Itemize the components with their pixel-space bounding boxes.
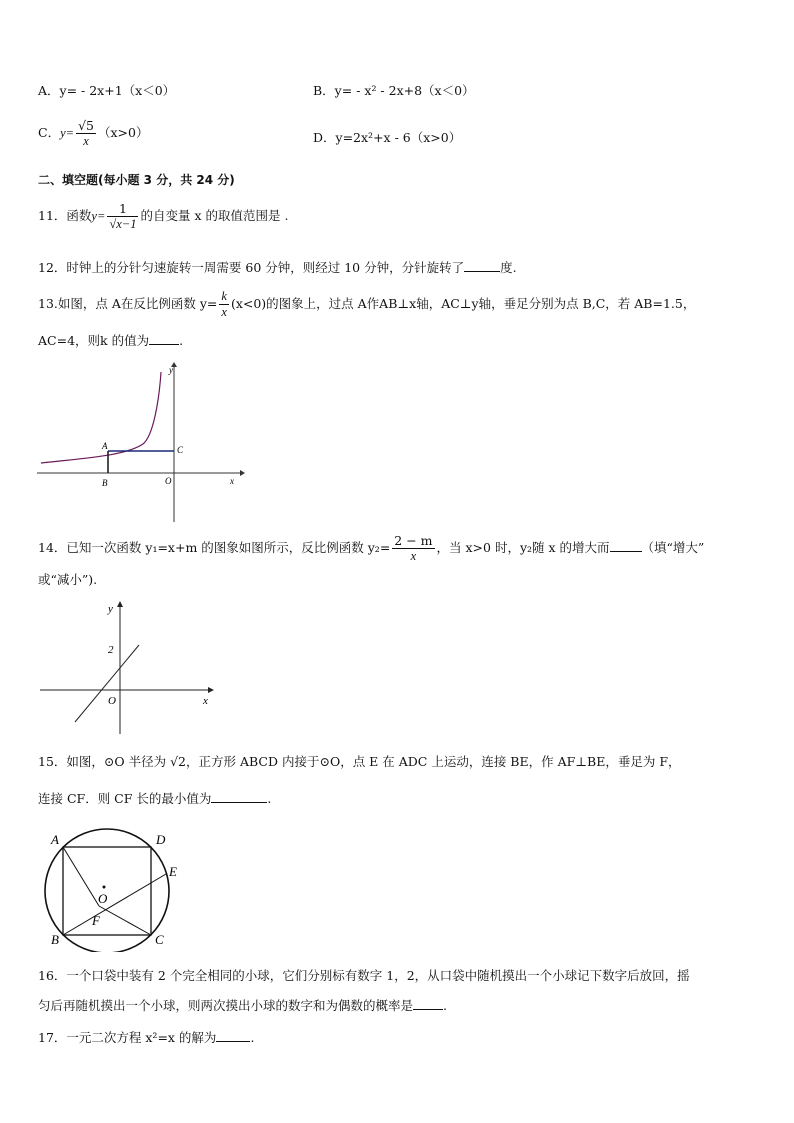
q14-suffix: ，当 x>0 时，y₂随 x 的增大而 xyxy=(436,540,610,555)
q11-suffix: 的自变量 x 的取值范围是 . xyxy=(140,208,289,223)
q13-denominator: x xyxy=(221,305,227,319)
choice-c-y: y= xyxy=(60,126,75,140)
q13-label-x: x xyxy=(230,476,234,486)
q13-label-o: O xyxy=(165,476,172,486)
choice-c-fraction xyxy=(76,118,96,149)
q14-answer-blank[interactable] xyxy=(610,551,642,552)
q14-fraction xyxy=(392,533,434,564)
q14-denominator: x xyxy=(410,549,417,563)
q15-label-e: E xyxy=(169,864,177,879)
q17-answer-blank[interactable] xyxy=(216,1041,250,1042)
q13-numerator: k xyxy=(221,289,227,303)
q11-prefix: 11．函数 xyxy=(38,208,92,223)
q15-label-f: F xyxy=(92,913,100,928)
q13-label-c: C xyxy=(177,445,184,455)
question-15-line2 xyxy=(38,790,271,808)
q14-numerator: 2 − m xyxy=(394,533,433,548)
q17-text: 17．一元二次方程 x²=x 的解为 xyxy=(38,1030,217,1045)
q13-x-arrow xyxy=(240,470,245,476)
choice-b: B．y= - x² - 2x+8（x＜0） xyxy=(313,83,475,98)
q15-segment-af xyxy=(63,847,99,906)
q15-label-d: D xyxy=(156,832,166,847)
q16-line2-end: . xyxy=(443,998,447,1013)
q16-line2-text: 匀后再随机摸出一个小球，则两次摸出小球的数字和为偶数的概率是 xyxy=(38,998,414,1013)
q13-suffix: (x<0)的图象上，过点 A作AB⊥x轴，AC⊥y轴，垂足分别为点 B,C，若 AB=1.5， xyxy=(230,296,696,311)
q16-answer-blank[interactable] xyxy=(413,1009,443,1010)
q14-figure xyxy=(38,600,218,736)
choice-c-label: C． xyxy=(38,125,61,140)
q11-fraction xyxy=(107,201,138,232)
choice-c-denominator: x xyxy=(83,134,89,148)
q15-label-a: A xyxy=(51,832,59,847)
q14-label-x: x xyxy=(203,695,208,707)
q14-prefix: 14．已知一次函数 y₁=x+m 的图象如图所示，反比例函数 y₂= xyxy=(38,540,391,555)
q13-hyperbola-curve xyxy=(41,372,161,463)
question-12 xyxy=(38,259,517,277)
q13-line2-end: . xyxy=(179,333,184,348)
question-15: 15．如图，⊙O 半径为 √2，正方形 ABCD 内接于⊙O，点 E 在 ADC 上运动，连接 BE，作 AF⊥BE，垂足为 F， xyxy=(38,754,681,769)
q15-answer-blank[interactable] xyxy=(211,802,267,803)
q13-prefix: 13.如图，点 A在反比例函数 y= xyxy=(38,296,218,311)
question-17 xyxy=(38,1029,254,1047)
q15-label-b: B xyxy=(51,932,59,947)
q14-label-y: y xyxy=(108,603,113,615)
q14-x-arrow xyxy=(208,687,214,693)
q14-suffix2: （填“增大” xyxy=(641,540,705,555)
question-16-line2 xyxy=(38,997,447,1015)
q13-label-a: A xyxy=(102,441,108,451)
q15-label-o: O xyxy=(98,891,108,906)
q15-segment-cf xyxy=(99,906,151,935)
q14-label-o: O xyxy=(108,695,116,707)
q13-label-y: y xyxy=(169,365,173,375)
q13-line2-text: AC=4，则k 的值为 xyxy=(38,333,150,348)
question-13 xyxy=(38,289,695,320)
q13-label-b: B xyxy=(102,478,108,488)
q15-figure xyxy=(38,827,188,952)
question-11 xyxy=(38,201,288,232)
question-14-line2: 或“减小”). xyxy=(38,572,98,587)
q17-suffix: . xyxy=(250,1030,255,1045)
q15-center-dot xyxy=(103,886,106,889)
choice-d: D．y=2x²+x - 6（x>0） xyxy=(313,130,462,145)
choice-c-numerator: √5 xyxy=(78,118,94,133)
q12-text: 12．时钟上的分针匀速旋转一周需要 60 分钟，则经过 10 分钟，分针旋转了 xyxy=(38,260,465,275)
question-13-line2 xyxy=(38,332,183,350)
q15-line2-end: . xyxy=(267,791,272,806)
q14-line-y1 xyxy=(75,645,139,722)
q12-answer-blank[interactable] xyxy=(464,271,500,272)
question-16: 16．一个口袋中装有 2 个完全相同的小球，它们分别标有数字 1，2，从口袋中随机摸出一个小球记下数字后放回，摇 xyxy=(38,968,690,983)
q11-denominator: √x−1 xyxy=(109,217,137,231)
q11-y: y= xyxy=(91,209,106,223)
section-heading: 二、填空题(每小题 3 分，共 24 分) xyxy=(38,173,235,187)
q13-answer-blank[interactable] xyxy=(149,344,179,345)
question-14 xyxy=(38,533,704,564)
q14-y-arrow xyxy=(117,601,123,607)
q13-figure xyxy=(35,362,245,524)
choice-c xyxy=(38,118,148,149)
q15-line2-text: 连接 CF．则 CF 长的最小值为 xyxy=(38,791,212,806)
q15-label-c: C xyxy=(155,932,164,947)
q11-numerator: 1 xyxy=(107,201,138,217)
choice-c-condition: （x>0） xyxy=(97,125,149,140)
q14-label-two: 2 xyxy=(108,644,114,656)
q13-fraction xyxy=(219,289,229,320)
q12-suffix: 度. xyxy=(500,260,517,275)
choice-a: A．y= - 2x+1（x＜0） xyxy=(38,83,176,98)
